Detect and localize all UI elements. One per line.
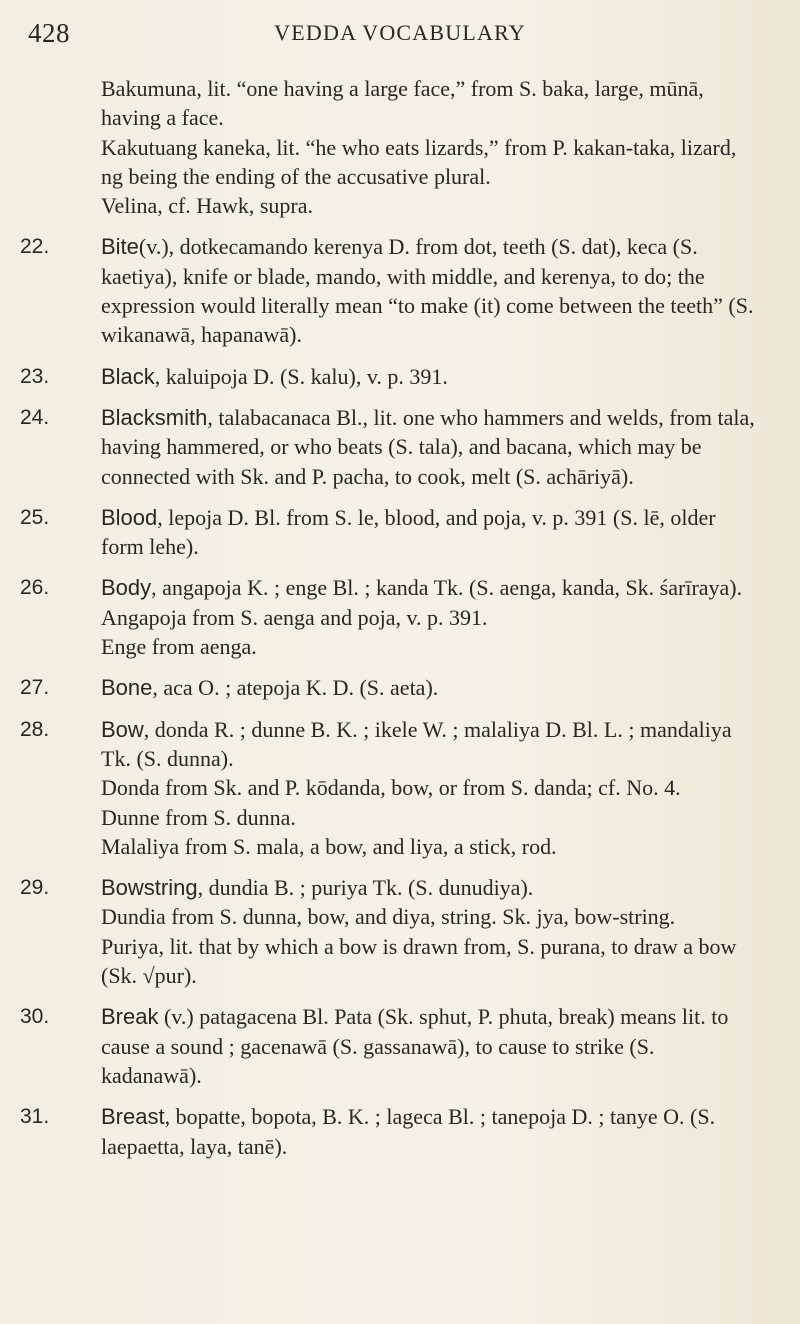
entry-text — [101, 873, 760, 902]
entry-text — [101, 715, 760, 774]
entry-headword: Breast — [101, 1104, 165, 1130]
entry-definition: , bopatte, bopota, B. K. ; lageca Bl. ; tanepoja D. ; tanye O. (S. laepaetta, laya, tanē). — [101, 1104, 716, 1159]
entry-subnote: Angapoja from S. aenga and poja, v. p. 391. — [101, 604, 488, 630]
entry-headword: Bite — [101, 234, 139, 260]
entry-text — [101, 1002, 760, 1090]
entry-headword: Bone — [101, 675, 153, 701]
entry-headword: Blood — [101, 504, 158, 530]
entry-subnote: Donda from Sk. and P. kōdanda, bow, or from S. danda; cf. No. 4. — [101, 775, 681, 801]
entry-definition: , angapoja K. ; enge Bl. ; kanda Tk. (S. aenga, kanda, Sk. śarīraya). — [151, 575, 743, 601]
entry-definition: , talabacanaca Bl., lit. one who hammers and welds, from tala, having hammered, or who beats (S. tala), and bacana, which may be connected with Sk. and P. pacha, to cook, melt (S. achāriyā). — [101, 404, 755, 489]
lead-paragraph: Kakutuang kaneka, lit. “he who eats lizards,” from P. kakan-taka, lizard, ng being the ending of the accusative plural. — [101, 134, 737, 189]
entry-subnote: Puriya, lit. that by which a bow is drawn from, S. purana, to draw a bow (Sk. √pur). — [101, 933, 737, 989]
entry-text — [101, 503, 760, 562]
entry-headword: Bow — [101, 716, 144, 742]
entry-number: 25. — [20, 505, 50, 529]
entry-list — [20, 232, 760, 1160]
vocab-entry — [20, 715, 760, 861]
lead-paragraphs — [101, 74, 760, 220]
vocab-entry — [20, 403, 760, 491]
entry-number: 24. — [20, 405, 50, 429]
entry-subnote: Dundia from S. dunna, bow, and diya, string. Sk. jya, bow-string. — [101, 904, 676, 930]
entry-number: 22. — [20, 235, 50, 259]
entry-definition: , donda R. ; dunne B. K. ; ikele W. ; malaliya D. Bl. L. ; mandaliya Tk. (S. dunna). — [101, 716, 732, 771]
entry-text — [101, 673, 760, 702]
entry-text — [101, 403, 760, 491]
vocab-entry — [20, 1102, 760, 1161]
page-header — [20, 14, 780, 54]
vocab-entry — [20, 362, 760, 391]
entry-definition: , lepoja D. Bl. from S. le, blood, and poja, v. p. 391 (S. lē, older form lehe). — [101, 504, 716, 560]
entry-headword: Bowstring — [101, 875, 198, 901]
entry-subnote: Malaliya from S. mala, a bow, and liya, a stick, rod. — [101, 833, 557, 859]
entry-definition: (v.), dotkecamando kerenya D. from dot, teeth (S. dat), keca (S. kaetiya), knife or blade, mando, with middle, and kerenya, to do; the expression would literally mean “to make (it) come between the teeth” (S. wikanawā, hapanawā). — [101, 234, 754, 348]
vocab-entry — [20, 873, 760, 990]
entry-subnote: Enge from aenga. — [101, 634, 257, 660]
vocab-entry — [20, 1002, 760, 1090]
entry-text — [101, 573, 760, 602]
entry-number: 26. — [20, 576, 50, 600]
entry-number: 27. — [20, 676, 50, 700]
entry-headword: Break — [101, 1004, 159, 1030]
lead-paragraph: Velina, cf. Hawk, supra. — [101, 193, 313, 219]
entry-subnote: Dunne from S. dunna. — [101, 804, 296, 830]
entry-number: 23. — [20, 364, 50, 388]
vocab-entry — [20, 673, 760, 702]
entry-text — [101, 1102, 760, 1161]
page-number: 428 — [28, 18, 70, 48]
vocab-entry — [20, 503, 760, 562]
entry-text — [101, 362, 760, 391]
entry-definition: , dundia B. ; puriya Tk. (S. dunudiya). — [197, 875, 534, 901]
vocab-entry — [20, 573, 760, 661]
lead-paragraph: Bakumuna, lit. “one having a large face,” from S. baka, large, mūnā, having a face. — [101, 76, 704, 131]
entry-number: 28. — [20, 717, 50, 741]
entry-headword: Black — [101, 363, 155, 389]
entry-headword: Body — [101, 575, 152, 601]
entry-number: 29. — [20, 876, 50, 900]
entry-text — [101, 232, 760, 349]
entry-definition: , aca O. ; atepoja K. D. (S. aeta). — [152, 675, 439, 701]
vocab-entry — [20, 232, 760, 349]
entry-number: 30. — [20, 1005, 50, 1029]
entry-number: 31. — [20, 1105, 50, 1129]
running-head: VEDDA VOCABULARY — [274, 20, 526, 45]
entry-definition: (v.) patagacena Bl. Pata (Sk. sphut, P. phuta, break) means lit. to cause a sound ; gacenawā (S. gassanawā), to cause to strike (S. kadanawā). — [101, 1004, 729, 1088]
entry-definition: , kaluipoja D. (S. kalu), v. p. 391. — [154, 363, 448, 389]
entry-headword: Blacksmith — [101, 404, 208, 430]
vocabulary-text — [20, 74, 760, 1161]
